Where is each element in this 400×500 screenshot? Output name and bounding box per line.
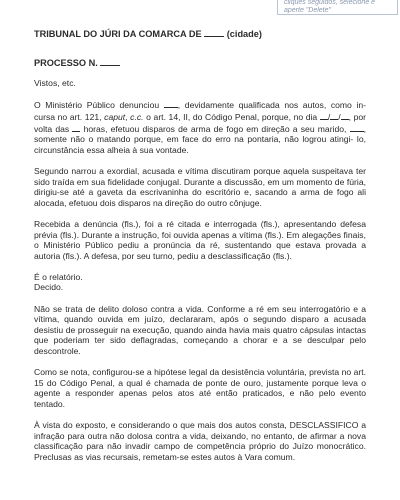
blank-day[interactable] — [320, 111, 328, 120]
blank-process-number[interactable] — [100, 57, 120, 66]
process-number: PROCESSO N. — [34, 57, 366, 69]
report-line: É o relatório. — [34, 271, 83, 282]
document-title: TRIBUNAL DO JÚRI DA COMARCA DE (cidade) — [34, 29, 262, 39]
blank-year[interactable] — [341, 111, 349, 120]
instruction-tooltip — [277, 0, 398, 15]
document-body — [34, 28, 366, 473]
greeting: Vistos, etc. — [34, 78, 76, 89]
blank-hour[interactable] — [72, 123, 80, 132]
blank-husband[interactable] — [350, 123, 364, 132]
tooltip-line-1: cliques seguidos, selecione e — [284, 0, 376, 6]
paragraph-procedure: Recebida a denúncia (fls.), foi a ré citada e interrogada (fls.), apresentando defesa prévia (fls.). Durante a instrução, foi ouvida apenas a vítima (fls.). Em alegações finais, o Ministério Público pediu a pronúncia da ré, sustentando que estava provada a autoria (fls.). A defesa, por seu turno, pediu a desclassificação (fls.). — [34, 218, 366, 261]
paragraph-analysis: Não se trata de delito doloso contra a vida. Conforme a ré em seu interrogatório e a vítima, quando ouvida em juízo, declararam, após o segundo disparo a acusada desistiu de prosseguir na execução, quando ainda havia mais quatro cápsulas intactas que poderiam ter sido deflagradas, começando a chorar e a se desculpar pelo descontrole. — [34, 303, 366, 357]
decide-line: Decido. — [34, 282, 64, 293]
blank-city[interactable] — [204, 28, 224, 37]
paragraph-narrative: Segundo narrou a exordial, acusada e vítima discutiram porque aquela suspeitava ter sido traída em sua fidelidade conjugal. Durante a discussão, em um momento de fúria, dirigiu-se até a gaveta da escrivaninha do escritório e, sacando a arma de fogo ali alocada, efetuou dois disparos na direção do outro cônjuge. — [34, 165, 366, 208]
blank-defendant[interactable] — [164, 99, 178, 108]
tooltip-line-2: aperte "Delete" — [284, 7, 331, 14]
paragraph-accusation: O Ministério Público denunciou , devidamente qualificada nos autos, como in- cursa no art. 121, caput, c.c. o art. 14, II, do Código Penal, porque, no dia / / , por volta das horas, efetuou disparos de arma de fogo em direção a seu marido, , somente não o matando porque, em face do erro na pontaria, não logrou atingi- lo, circunstância essa alheia à sua vontade. — [34, 100, 367, 155]
blank-month[interactable] — [330, 111, 338, 120]
paragraph-legal-basis: Como se nota, configurou-se a hipótese legal da desistência voluntária, prevista no art. 15 do Código Penal, a qual é chamada de ponte de ouro, justamente porque leva o agente a responder apenas pelos atos até então praticados, e não pelo evento tentado. — [34, 367, 366, 409]
paragraph-decision: À vista do exposto, e considerando o que mais dos autos consta, DESCLASSIFICO a infração para outra não dolosa contra a vida, deixando, no entanto, de afirmar a nova classificação para não invadir campo de competência próprio do Juízo monocrático. Preclusas as vias recursais, remetam-se estes autos à Vara comum. — [34, 420, 366, 462]
